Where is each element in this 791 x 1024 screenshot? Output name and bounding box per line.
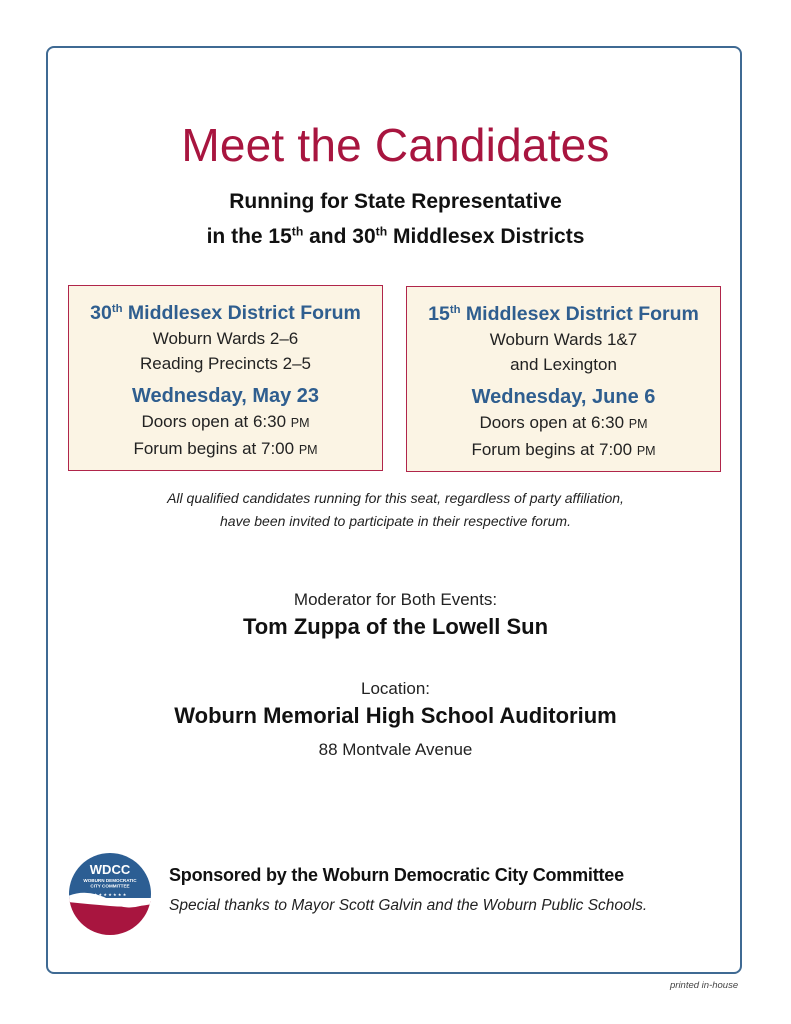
logo-line-2: CITY COMMITTEE [90, 883, 130, 889]
forum-begins-time [407, 437, 720, 464]
ordinal-suffix: th [291, 224, 304, 239]
ordinal-suffix: th [449, 304, 461, 316]
forum-area-line-2: and Lexington [510, 355, 617, 374]
forum-area-line-2: Reading Precincts 2–5 [139, 354, 312, 373]
forum-heading [407, 301, 720, 327]
doors-text: Doors open at 6:30 [479, 413, 629, 432]
logo-stars: ★ ★ ★ ★ ★ ★ ★ [93, 892, 127, 897]
note-line-2: have been invited to participate in their respective forum. [220, 513, 571, 529]
subtitle [0, 184, 791, 254]
subtitle-text: and 30 [303, 225, 376, 248]
doors-text: Doors open at 6:30 [141, 412, 291, 431]
forum-box-15th [406, 286, 721, 472]
subtitle-line-2 [0, 219, 791, 254]
pm-label: PM [298, 443, 318, 457]
thanks-text: Special thanks to Mayor Scott Galvin and the Woburn Public Schools. [169, 897, 648, 914]
forum-date: Wednesday, June 6 [471, 386, 656, 408]
begins-text: Forum begins at 7:00 [471, 440, 637, 459]
moderator-name: Tom Zuppa of the Lowell Sun [242, 614, 549, 639]
ordinal-suffix: th [375, 224, 388, 239]
forum-box-30th [68, 285, 383, 471]
forum-heading-text: Middlesex District Forum [460, 303, 699, 325]
note-line-1: All qualified candidates running for this seat, regardless of party affiliation, [167, 490, 624, 506]
forum-date: Wednesday, May 23 [131, 385, 320, 407]
forum-begins-time [69, 436, 382, 463]
moderator-label: Moderator for Both Events: [293, 590, 498, 609]
location-label: Location: [361, 679, 430, 698]
pm-label: PM [636, 444, 656, 458]
forum-area-line-1: Woburn Wards 1&7 [489, 330, 638, 349]
wdcc-logo [68, 852, 152, 936]
logo-acronym: WDCC [89, 862, 131, 877]
subtitle-line-1: Running for State Representative [229, 190, 562, 213]
forum-heading-text: Middlesex District Forum [122, 302, 361, 324]
ordinal-suffix: th [111, 303, 123, 315]
printed-note: printed in-house [670, 980, 739, 991]
district-number: 30 [90, 302, 112, 324]
location-address: 88 Montvale Avenue [318, 740, 473, 759]
subtitle-text: in the 15 [206, 225, 292, 248]
page-title: Meet the Candidates [181, 119, 610, 171]
forum-area-line-1: Woburn Wards 2–6 [152, 329, 299, 348]
location-name: Woburn Memorial High School Auditorium [174, 703, 617, 728]
forum-heading [69, 300, 382, 326]
district-number: 15 [428, 303, 450, 325]
forum-doors-time [407, 410, 720, 437]
forum-doors-time [69, 409, 382, 436]
eligibility-note [0, 487, 791, 533]
pm-label: PM [290, 416, 310, 430]
pm-label: PM [628, 417, 648, 431]
logo-line-1: WOBURN DEMOCRATIC [83, 878, 137, 883]
begins-text: Forum begins at 7:00 [133, 439, 299, 458]
subtitle-text: Middlesex Districts [387, 225, 585, 248]
sponsor-text: Sponsored by the Woburn Democratic City Committee [169, 865, 624, 885]
